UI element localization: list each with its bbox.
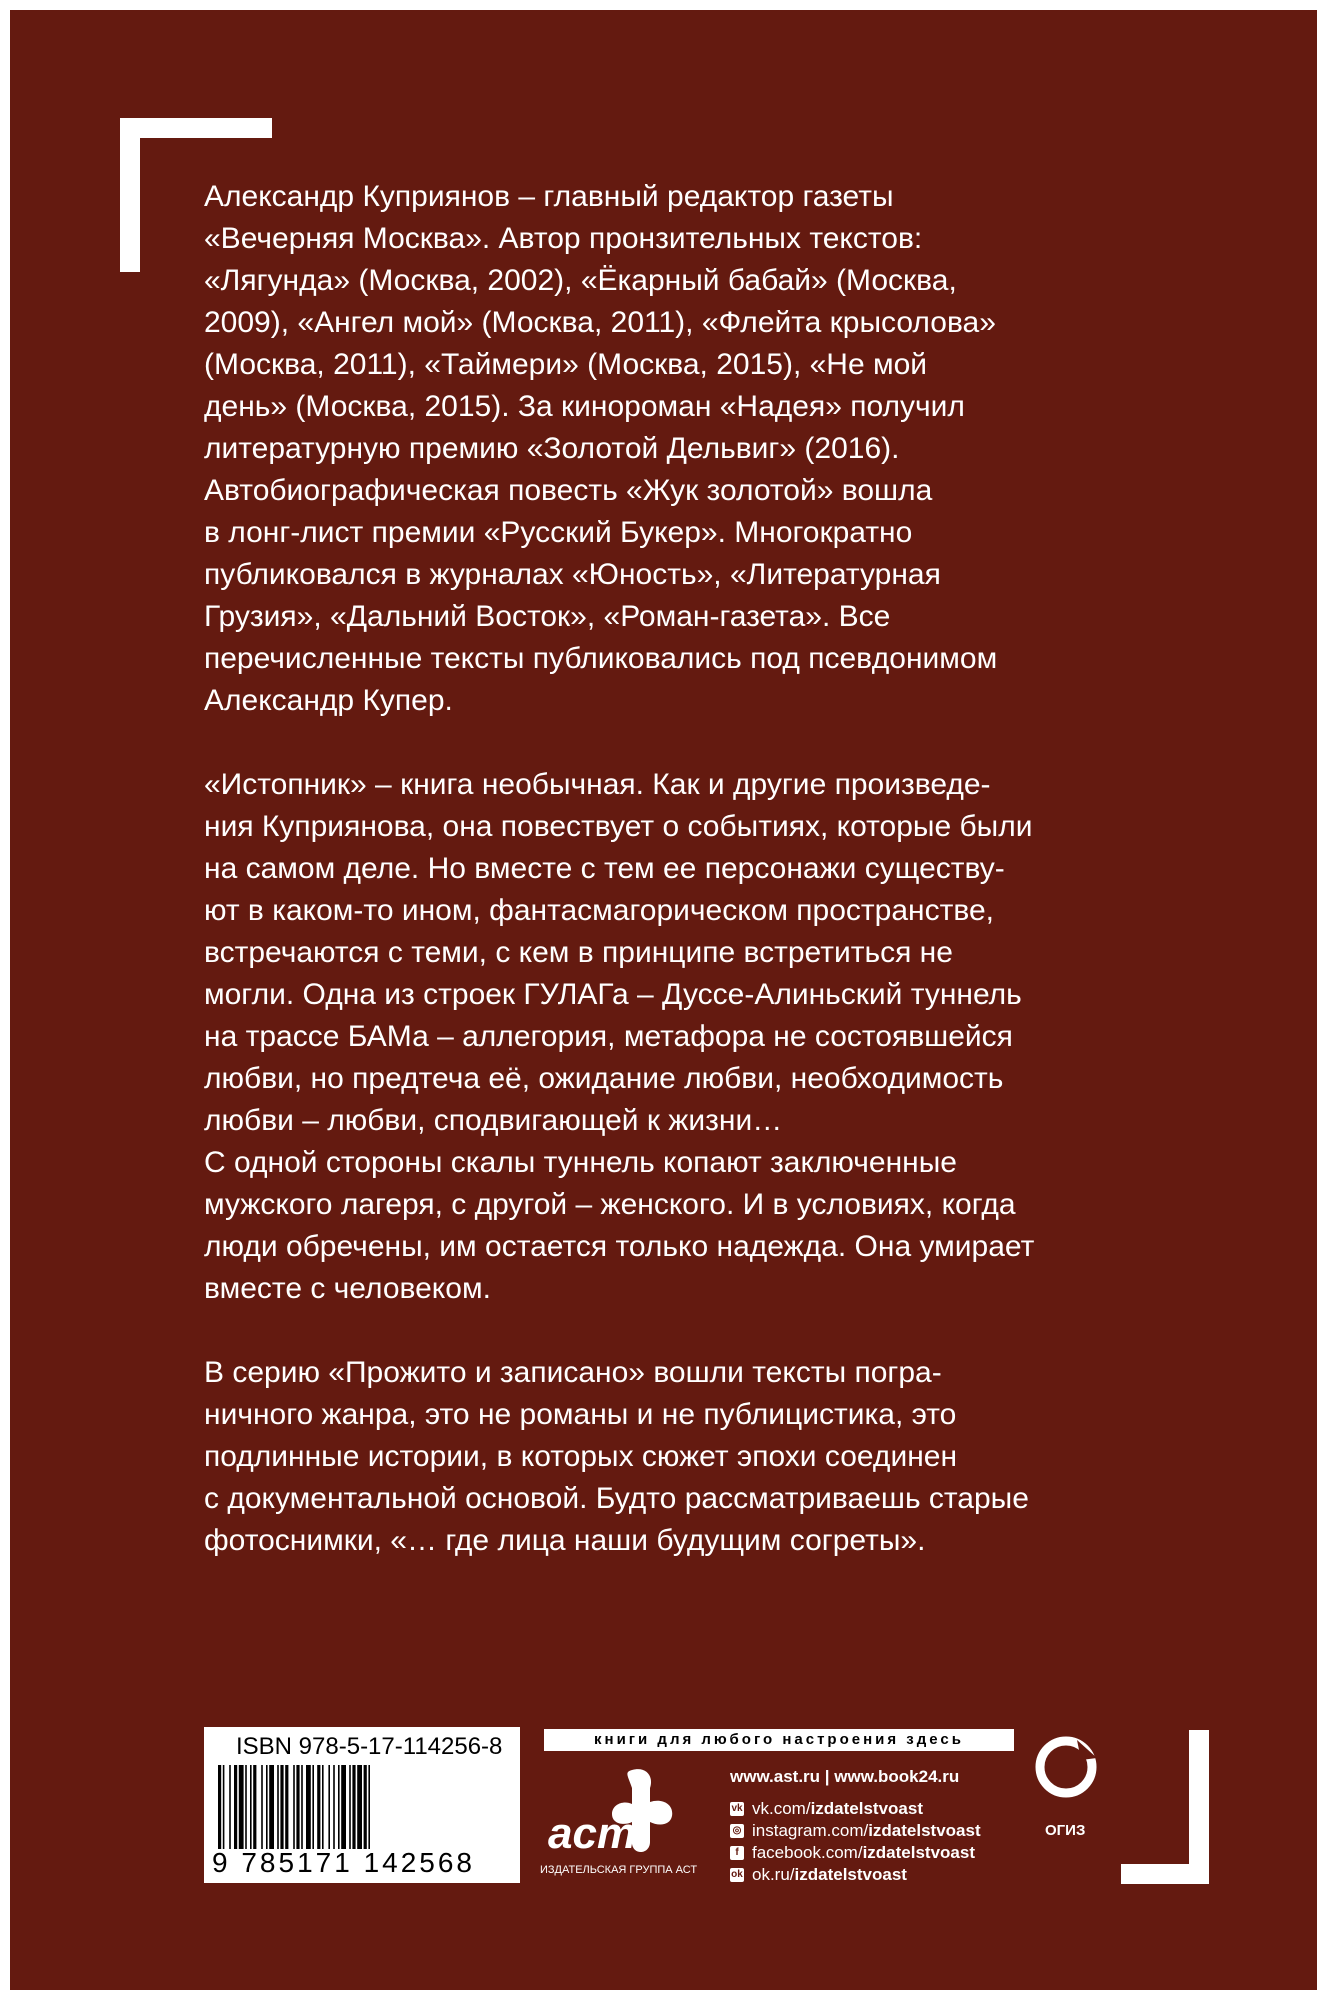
barcode-bar bbox=[277, 1765, 279, 1849]
barcode-box bbox=[204, 1727, 520, 1883]
barcode-bar bbox=[261, 1765, 263, 1849]
barcode-bar bbox=[333, 1765, 335, 1849]
barcode-bar bbox=[296, 1765, 299, 1849]
author-bio-paragraph: Александр Куприянов – главный редактор газеты «Вечерняя Москва». Автор пронзительных текстов: «Лягунда» (Москва, 2002), «Ёкарный бабай» (Москва, 2009), «Ангел мой» (Москва, 2011), «Флейта крысолова» (Москва, 2011), «Таймери» (Москва, 2015), «Не мой день» (Москва, 2015). За кинороман «Надея» получил литературную премию «Золотой Дельвиг» (2016). Автобиографическая повесть «Жук золотой» вошла в лонг-лист премии «Русский Букер». Многократно публиковался в журналах «Юность», «Литературная Грузия», «Дальний Восток», «Роман-газета». Все перечисленные тексты публиковались под псевдонимом Александр Купер. bbox=[204, 180, 998, 717]
barcode-bar bbox=[368, 1765, 370, 1849]
ok-icon: ok bbox=[731, 1869, 743, 1880]
barcode-bar bbox=[357, 1765, 362, 1849]
social-prefix: facebook.com/ bbox=[752, 1843, 863, 1862]
ean-number: 9 785171 142568 bbox=[212, 1847, 475, 1878]
ast-logo-text: аст bbox=[548, 1809, 637, 1858]
barcode-bar bbox=[269, 1765, 274, 1849]
barcode-bar bbox=[301, 1765, 303, 1849]
barcode-bar bbox=[250, 1765, 252, 1849]
barcode-bar bbox=[229, 1765, 231, 1849]
barcode-bar bbox=[317, 1765, 320, 1849]
social-prefix: instagram.com/ bbox=[752, 1821, 869, 1840]
barcode-bar bbox=[285, 1765, 288, 1849]
barcode-bar bbox=[223, 1765, 225, 1849]
ast-logo bbox=[546, 1764, 686, 1860]
barcode-bar bbox=[352, 1765, 355, 1849]
ogiz-logo-icon bbox=[1033, 1734, 1099, 1800]
social-handle: izdatelstvoast bbox=[794, 1865, 907, 1884]
social-link-instagram[interactable] bbox=[730, 1820, 981, 1842]
facebook-icon: f bbox=[730, 1846, 744, 1860]
barcode-bar bbox=[364, 1765, 367, 1849]
barcode-bar bbox=[328, 1765, 330, 1849]
barcode-bar bbox=[322, 1765, 324, 1849]
publisher-imprint: ИЗДАТЕЛЬСКАЯ ГРУППА АСТ bbox=[540, 1864, 698, 1876]
social-handle: izdatelstvoast bbox=[862, 1843, 975, 1862]
description-text bbox=[204, 176, 1164, 1562]
barcode-bar bbox=[306, 1765, 311, 1849]
social-prefix: vk.com/ bbox=[752, 1799, 811, 1818]
barcode-bar bbox=[280, 1765, 283, 1849]
barcode-bar bbox=[253, 1765, 256, 1849]
barcode-bar bbox=[293, 1765, 295, 1849]
instagram-icon: ◎ bbox=[730, 1824, 744, 1838]
corner-bracket-bottom-right bbox=[1121, 1730, 1209, 1884]
book-summary-paragraph: «Истопник» – книга необычная. Как и другие произведе- ния Куприянова, она повествует о событиях, которые были на самом деле. Но вместе с тем ее персонажи существу- ют в каком-то ином, фантасмагорическом пространстве, встречаются с теми, с кем в принципе встретиться не могли. Одна из строек ГУЛАГа – Дуссе-Алиньский туннель на трассе БАМа – аллегория, метафора не состоявшейся любви, но предтеча её, ожидание любви, необходимость любви – любви, сподвигающей к жизни… С одной стороны скалы туннель копают заключенные мужского лагеря, с другой – женского. И в условиях, когда люди обречены, им остается только надежда. Она умирает вместе с человеком. bbox=[204, 768, 1035, 1305]
barcode-bar bbox=[266, 1765, 268, 1849]
barcode-bar bbox=[245, 1765, 247, 1849]
publisher-slogan: книги для любого настроения здесь bbox=[544, 1729, 1014, 1751]
barcode-bar bbox=[349, 1765, 351, 1849]
social-handle: izdatelstvoast bbox=[810, 1799, 923, 1818]
social-link-vk[interactable] bbox=[730, 1798, 981, 1820]
social-handle: izdatelstvoast bbox=[868, 1821, 981, 1840]
social-links bbox=[730, 1798, 981, 1886]
series-paragraph: В серию «Прожито и записано» вошли тексты погра- ничного жанра, это не романы и не публицистика, это подлинные истории, в которых сюжет эпохи соединен с документальной основой. Будто рассматриваешь старые фотоснимки, «… где лица наши будущим согреты». bbox=[204, 1356, 1029, 1557]
social-link-ok[interactable] bbox=[730, 1864, 981, 1886]
barcode-bar bbox=[341, 1765, 346, 1849]
barcode-bar bbox=[338, 1765, 340, 1849]
social-prefix: ok.ru/ bbox=[752, 1865, 795, 1884]
ogiz-label: ОГИЗ bbox=[1045, 1822, 1086, 1839]
barcode-bar bbox=[234, 1765, 237, 1849]
barcode-bars bbox=[216, 1765, 512, 1849]
barcode-bar bbox=[239, 1765, 244, 1849]
publisher-websites[interactable]: www.ast.ru | www.book24.ru bbox=[730, 1767, 960, 1786]
barcode-bar bbox=[218, 1765, 221, 1849]
social-link-facebook[interactable] bbox=[730, 1842, 981, 1864]
vk-icon: vk bbox=[731, 1803, 743, 1814]
isbn-label: ISBN 978-5-17-114256-8 bbox=[236, 1733, 503, 1760]
barcode-bar bbox=[312, 1765, 314, 1849]
